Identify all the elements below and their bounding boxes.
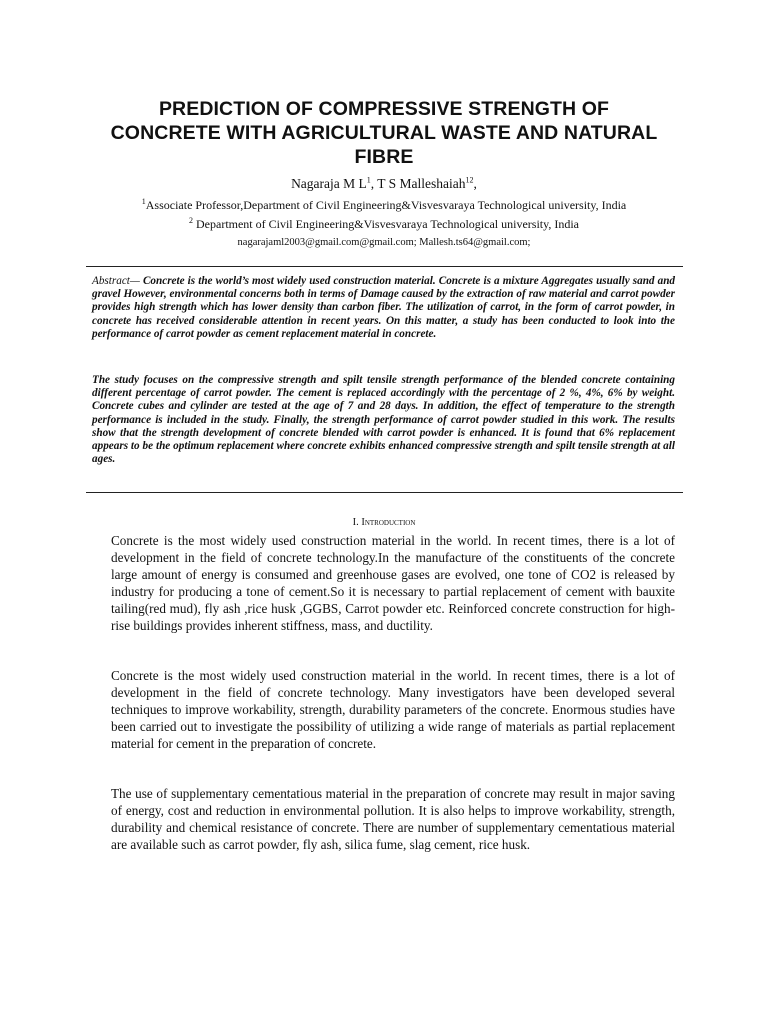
affiliation-2 [0,217,768,232]
affiliation-text: Department of Civil Engineering&Visvesvaraya Technological university, India [193,217,579,231]
body-paragraph: The use of supplementary cementatious material in the preparation of concrete may result in major saving of energy, cost and reduction in environmental pollution. It is also helps to improve workability, strength, durability and chemical resistance of concrete. There are number of supplementary cementatious material are available such as carrot powder, fly ash, silica fume, slag cement, rice husk. [111,786,675,853]
abstract-top-rule [86,266,683,267]
abstract-label: Abstract— [92,275,143,287]
author-affiliation-mark: 12 [465,175,474,185]
author-affiliation-mark: 1 [366,175,371,185]
affiliation-text: Associate Professor,Department of Civil Engineering&Visvesvaraya Technological university, India [145,198,627,212]
title-line: CONCRETE WITH AGRICULTURAL WASTE AND NATURAL [110,122,658,144]
author-separator: , [370,176,378,191]
author-separator: , [473,176,477,191]
body-paragraph: Concrete is the most widely used construction material in the world. In recent times, there is a lot of development in the field of concrete technology. Many investigators have been developed several techniques to improve workability, strength, durability parameters of the concrete. Enormous studies have been carried out to investigate the possibility of utilizing a wide range of materials as partial replacement material for cement in the preparation of concrete. [111,668,675,752]
author-list [0,176,768,192]
author-name: Nagaraja M L [291,176,367,191]
title-line: FIBRE [354,146,414,168]
paper-title [60,97,708,169]
abstract-text: Concrete is the world’s most widely used construction material. Concrete is a mixture Aggregates usually sand and gravel However, environmental concerns both in terms of Damage caused by the extraction of raw material and carrot powder provides high strength which has lower density than carbon fiber. The utilization of carrot, in the form of carrot powder, in concrete has received considerable attention in recent years. On this matter, a study has been conducted to look into the performance of carrot powder as cement replacement material in concrete. [92,275,676,340]
affiliation-mark: 1 [141,197,146,206]
abstract-paragraph [92,275,675,341]
author-name: T S Malleshaiah [377,176,466,191]
title-line: PREDICTION OF COMPRESSIVE STRENGTH OF [158,98,610,120]
author-emails: nagarajaml2003@gmail.com@gmail.com; Mallesh.ts64@gmail.com; [237,237,531,248]
abstract-paragraph: The study focuses on the compressive strength and spilt tensile strength performance of the blended concrete containing different percentage of carrot powder. The cement is replaced accordingly with the percentage of 2 %, 4%, 6% by weight. Concrete cubes and cylinder are tested at the age of 7 and 28 days. In addition, the effect of temperature to the strength performance is included in the study. Finally, the strength performance of carrot powder studied in this work. The results show that the strength development of concrete blended with carrot powder is enhanced. It is found that 6% replacement appears to be the optimum replacement where concrete exhibits enhanced compressive strength and spilt tensile strength at all ages. [92,374,675,466]
section-heading: I. Introduction [352,517,416,528]
abstract-bottom-rule [86,492,683,493]
body-paragraph: Concrete is the most widely used construction material in the world. In recent times, there is a lot of development in the field of concrete technology.In the manufacture of the constituents of the concrete large amount of energy is consumed and greenhouse gases are evolved, one tone of CO2 is released by industry for producing a tone of cement.So it is necessary to partial replacement of cement with bauxite tailing(red mud), fly ash ,rice husk ,GGBS, Carrot powder etc. Reinforced concrete construction for high-rise buildings provides inherent stiffness, mass, and ductility. [111,533,675,634]
affiliation-mark: 2 [189,216,193,225]
affiliation-1 [0,198,768,213]
